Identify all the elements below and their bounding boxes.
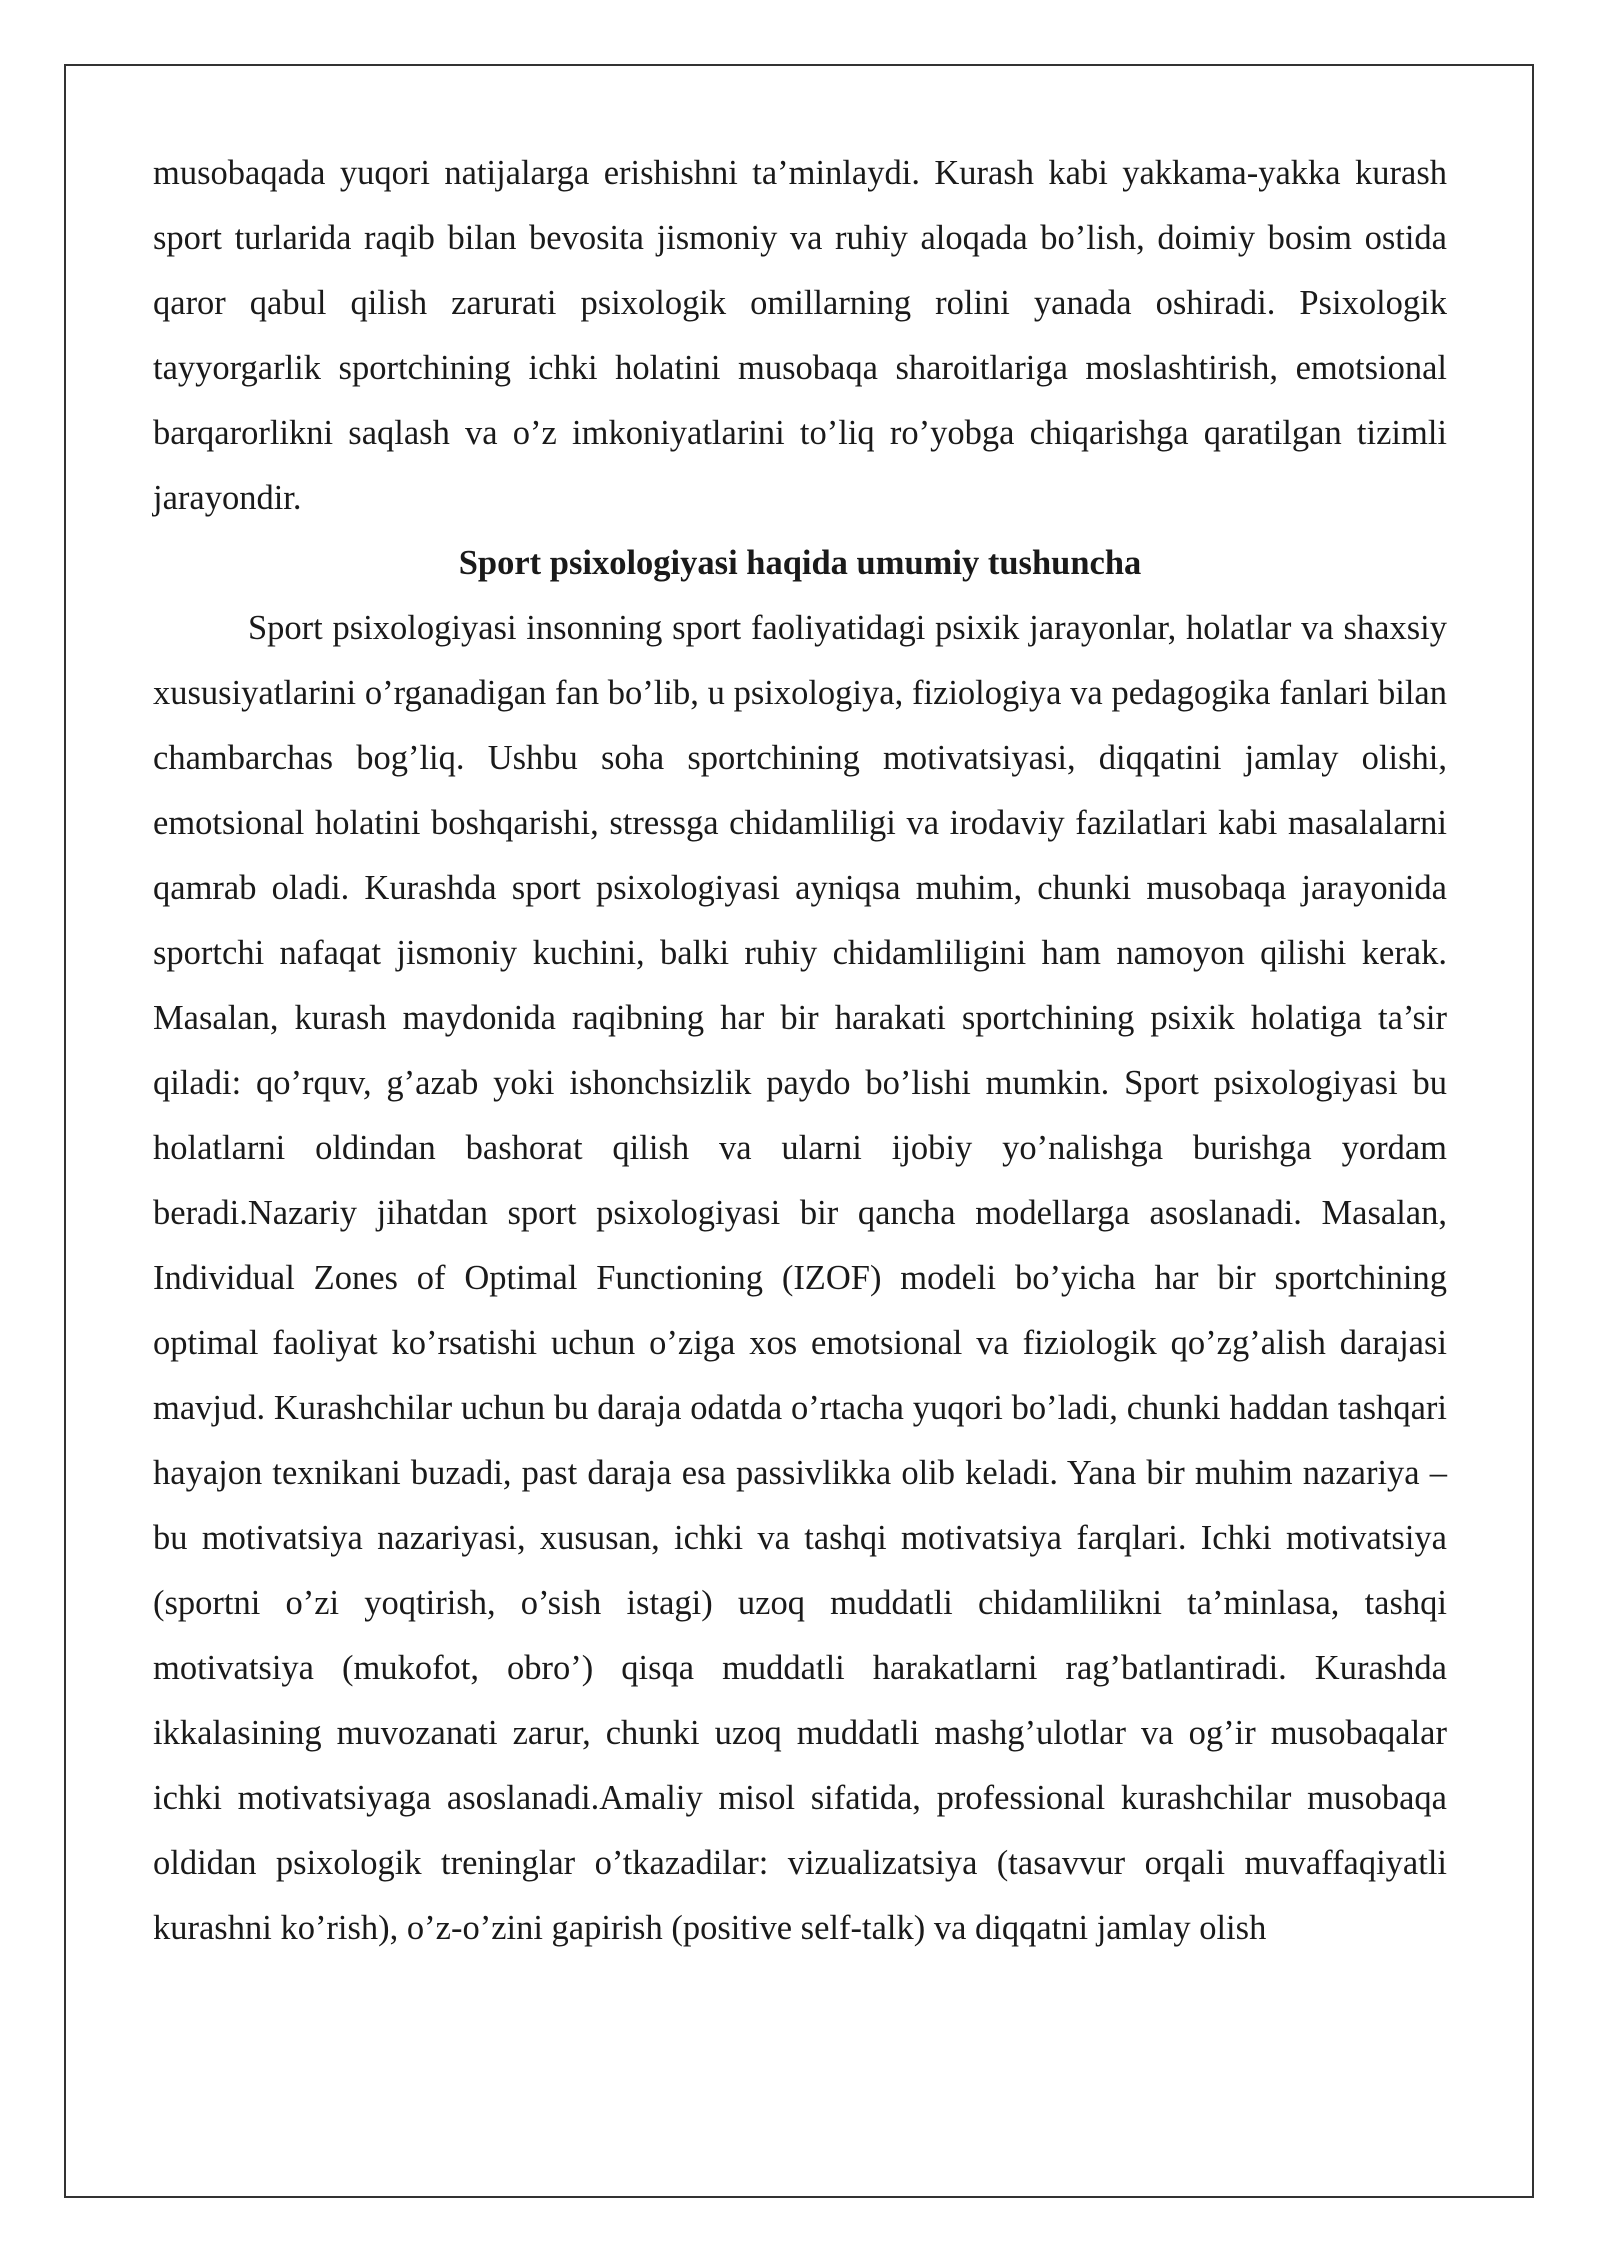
section-heading: Sport psixologiyasi haqida umumiy tushuncha (458, 544, 1142, 582)
intro-paragraph: musobaqada yuqori natijalarga erishishni ta’minlaydi. Kurash kabi yakkama-yakka kurash sport turlarida raqib bilan bevosita jismoniy va ruhiy aloqada bo’lish, doimiy bosim ostida qaror qabul qilish zarurati psixologik omillarning rolini yanada oshiradi. Psixologik tayyorgarlik sportchining ichki holatini musobaqa sharoitlariga moslashtirish, emotsional barqarorlikni saqlash va o’z imkoniyatlarini to’liq ro’yobga chiqarishga qaratilgan tizimli jarayondir. (153, 154, 1447, 517)
main-paragraph: Sport psixologiyasi insonning sport faoliyatidagi psixik jarayonlar, holatlar va shaxsiy xususiyatlarini o’rganadigan fan bo’lib, u psixologiya, fiziologiya va pedagogika fanlari bilan chambarchas bog’liq. Ushbu soha sportchining motivatsiyasi, diqqatini jamlay olishi, emotsional holatini boshqarishi, stressga chidamliligi va irodaviy fazilatlari kabi masalalarni qamrab oladi. Kurashda sport psixologiyasi ayniqsa muhim, chunki musobaqa jarayonida sportchi nafaqat jismoniy kuchini, balki ruhiy chidamliligini ham namoyon qilishi kerak. Masalan, kurash maydonida raqibning har bir harakati sportchining psixik holatiga ta’sir qiladi: qo’rquv, g’azab yoki ishonchsizlik paydo bo’lishi mumkin. Sport psixologiyasi bu holatlarni oldindan bashorat qilish va ularni ijobiy yo’nalishga burishga yordam beradi.Nazariy jihatdan sport psixologiyasi bir qancha modellarga asoslanadi. Masalan, Individual Zones of Optimal Functioning (IZOF) modeli bo’yicha har bir sportchining optimal faoliyat ko’rsatishi uchun o’ziga xos emotsional va fiziologik qo’zg’alish darajasi mavjud. Kurashchilar uchun bu daraja odatda o’rtacha yuqori bo’ladi, chunki haddan tashqari hayajon texnikani buzadi, past daraja esa passivlikka olib keladi. Yana bir muhim nazariya – bu motivatsiya nazariyasi, xususan, ichki va tashqi motivatsiya farqlari. Ichki motivatsiya (sportni o’zi yoqtirish, o’sish istagi) uzoq muddatli chidamlilikni ta’minlasa, tashqi motivatsiya (mukofot, obro’) qisqa muddatli harakatlarni rag’batlantiradi. Kurashda ikkalasining muvozanati zarur, chunki uzoq muddatli mashg’ulotlar va og’ir musobaqalar ichki motivatsiyaga asoslanadi.Amaliy misol sifatida, professional kurashchilar musobaqa oldidan psixologik treninglar o’tkazadilar: vizualizatsiya (tasavvur orqali muvaffaqiyatli kurashni ko’rish), o’z-o’zini gapirish (positive self-talk) va diqqatni jamlay olish (153, 609, 1447, 1947)
document-body (153, 141, 1447, 1961)
